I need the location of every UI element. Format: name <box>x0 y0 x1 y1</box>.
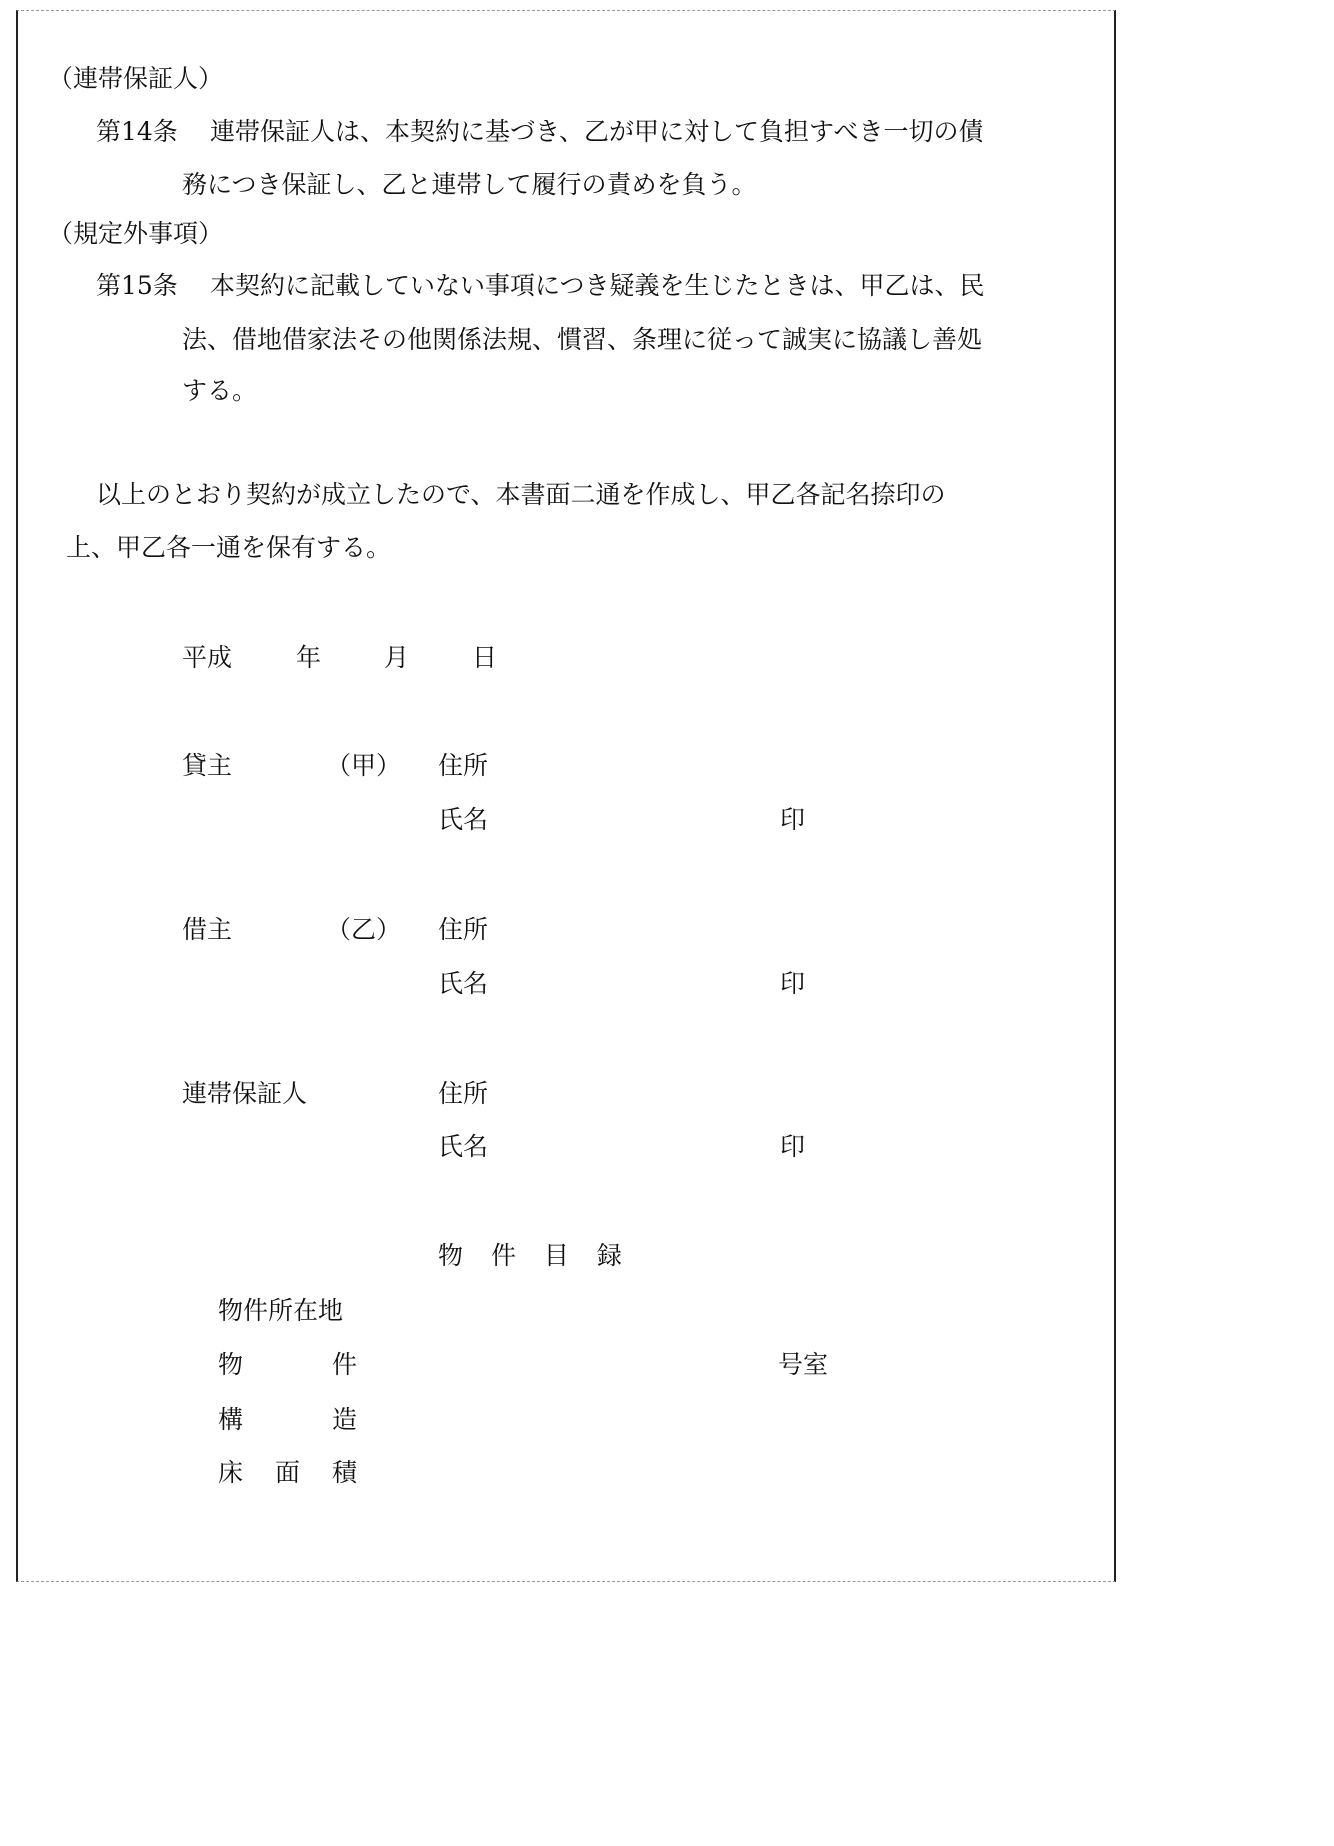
borrower-name-label: 氏名 <box>438 969 489 998</box>
property-list-title: 物 件 目 録 <box>438 1241 622 1270</box>
property-label-part2: 件 <box>332 1350 358 1379</box>
article15-text-line3: する。 <box>182 376 258 405</box>
article14-number: 第14条 <box>96 117 178 146</box>
guarantor-address-label: 住所 <box>438 1079 489 1108</box>
closing-line2: 上、甲乙各一通を保有する。 <box>66 533 392 562</box>
lender-mark: （甲） <box>326 751 402 780</box>
article14-text-line1: 連帯保証人は、本契約に基づき、乙が甲に対して負担すべき一切の債 <box>210 117 984 146</box>
lender-name-label: 氏名 <box>438 805 489 834</box>
lender-seal: 印 <box>780 805 806 834</box>
floor-area-label-part1: 床 <box>218 1458 244 1487</box>
borrower-mark: （乙） <box>326 915 402 944</box>
guarantor-seal: 印 <box>780 1132 806 1161</box>
structure-label-part2: 造 <box>332 1405 358 1434</box>
floor-area-label-part2: 面 <box>275 1458 301 1487</box>
guarantor-name-label: 氏名 <box>438 1132 489 1161</box>
closing-line1: 以上のとおり契約が成立したので、本書面二通を作成し、甲乙各記名捺印の <box>96 480 946 509</box>
article15-heading: （規定外事項） <box>48 219 224 248</box>
borrower-address-label: 住所 <box>438 915 489 944</box>
date-month: 月 <box>384 643 410 672</box>
property-label-part1: 物 <box>218 1350 244 1379</box>
article15-number: 第15条 <box>96 271 178 300</box>
article14-heading: （連帯保証人） <box>48 64 224 93</box>
date-year: 年 <box>296 643 322 672</box>
article15-text-line1: 本契約に記載していない事項につき疑義を生じたときは、甲乙は、民 <box>210 271 985 300</box>
structure-label-part1: 構 <box>218 1405 244 1434</box>
date-day: 日 <box>472 643 498 672</box>
guarantor-role: 連帯保証人 <box>182 1079 308 1108</box>
property-location-label: 物件所在地 <box>218 1296 344 1325</box>
borrower-seal: 印 <box>780 969 806 998</box>
lender-address-label: 住所 <box>438 751 489 780</box>
lender-role: 貸主 <box>182 751 233 780</box>
floor-area-label-part3: 積 <box>332 1458 358 1487</box>
date-era: 平成 <box>182 643 233 672</box>
room-suffix: 号室 <box>778 1350 829 1379</box>
borrower-role: 借主 <box>182 915 233 944</box>
article14-text-line2: 務につき保証し、乙と連帯して履行の責めを負う。 <box>182 170 757 199</box>
article15-text-line2: 法、借地借家法その他関係法規、慣習、条理に従って誠実に協議し善処 <box>182 325 983 354</box>
